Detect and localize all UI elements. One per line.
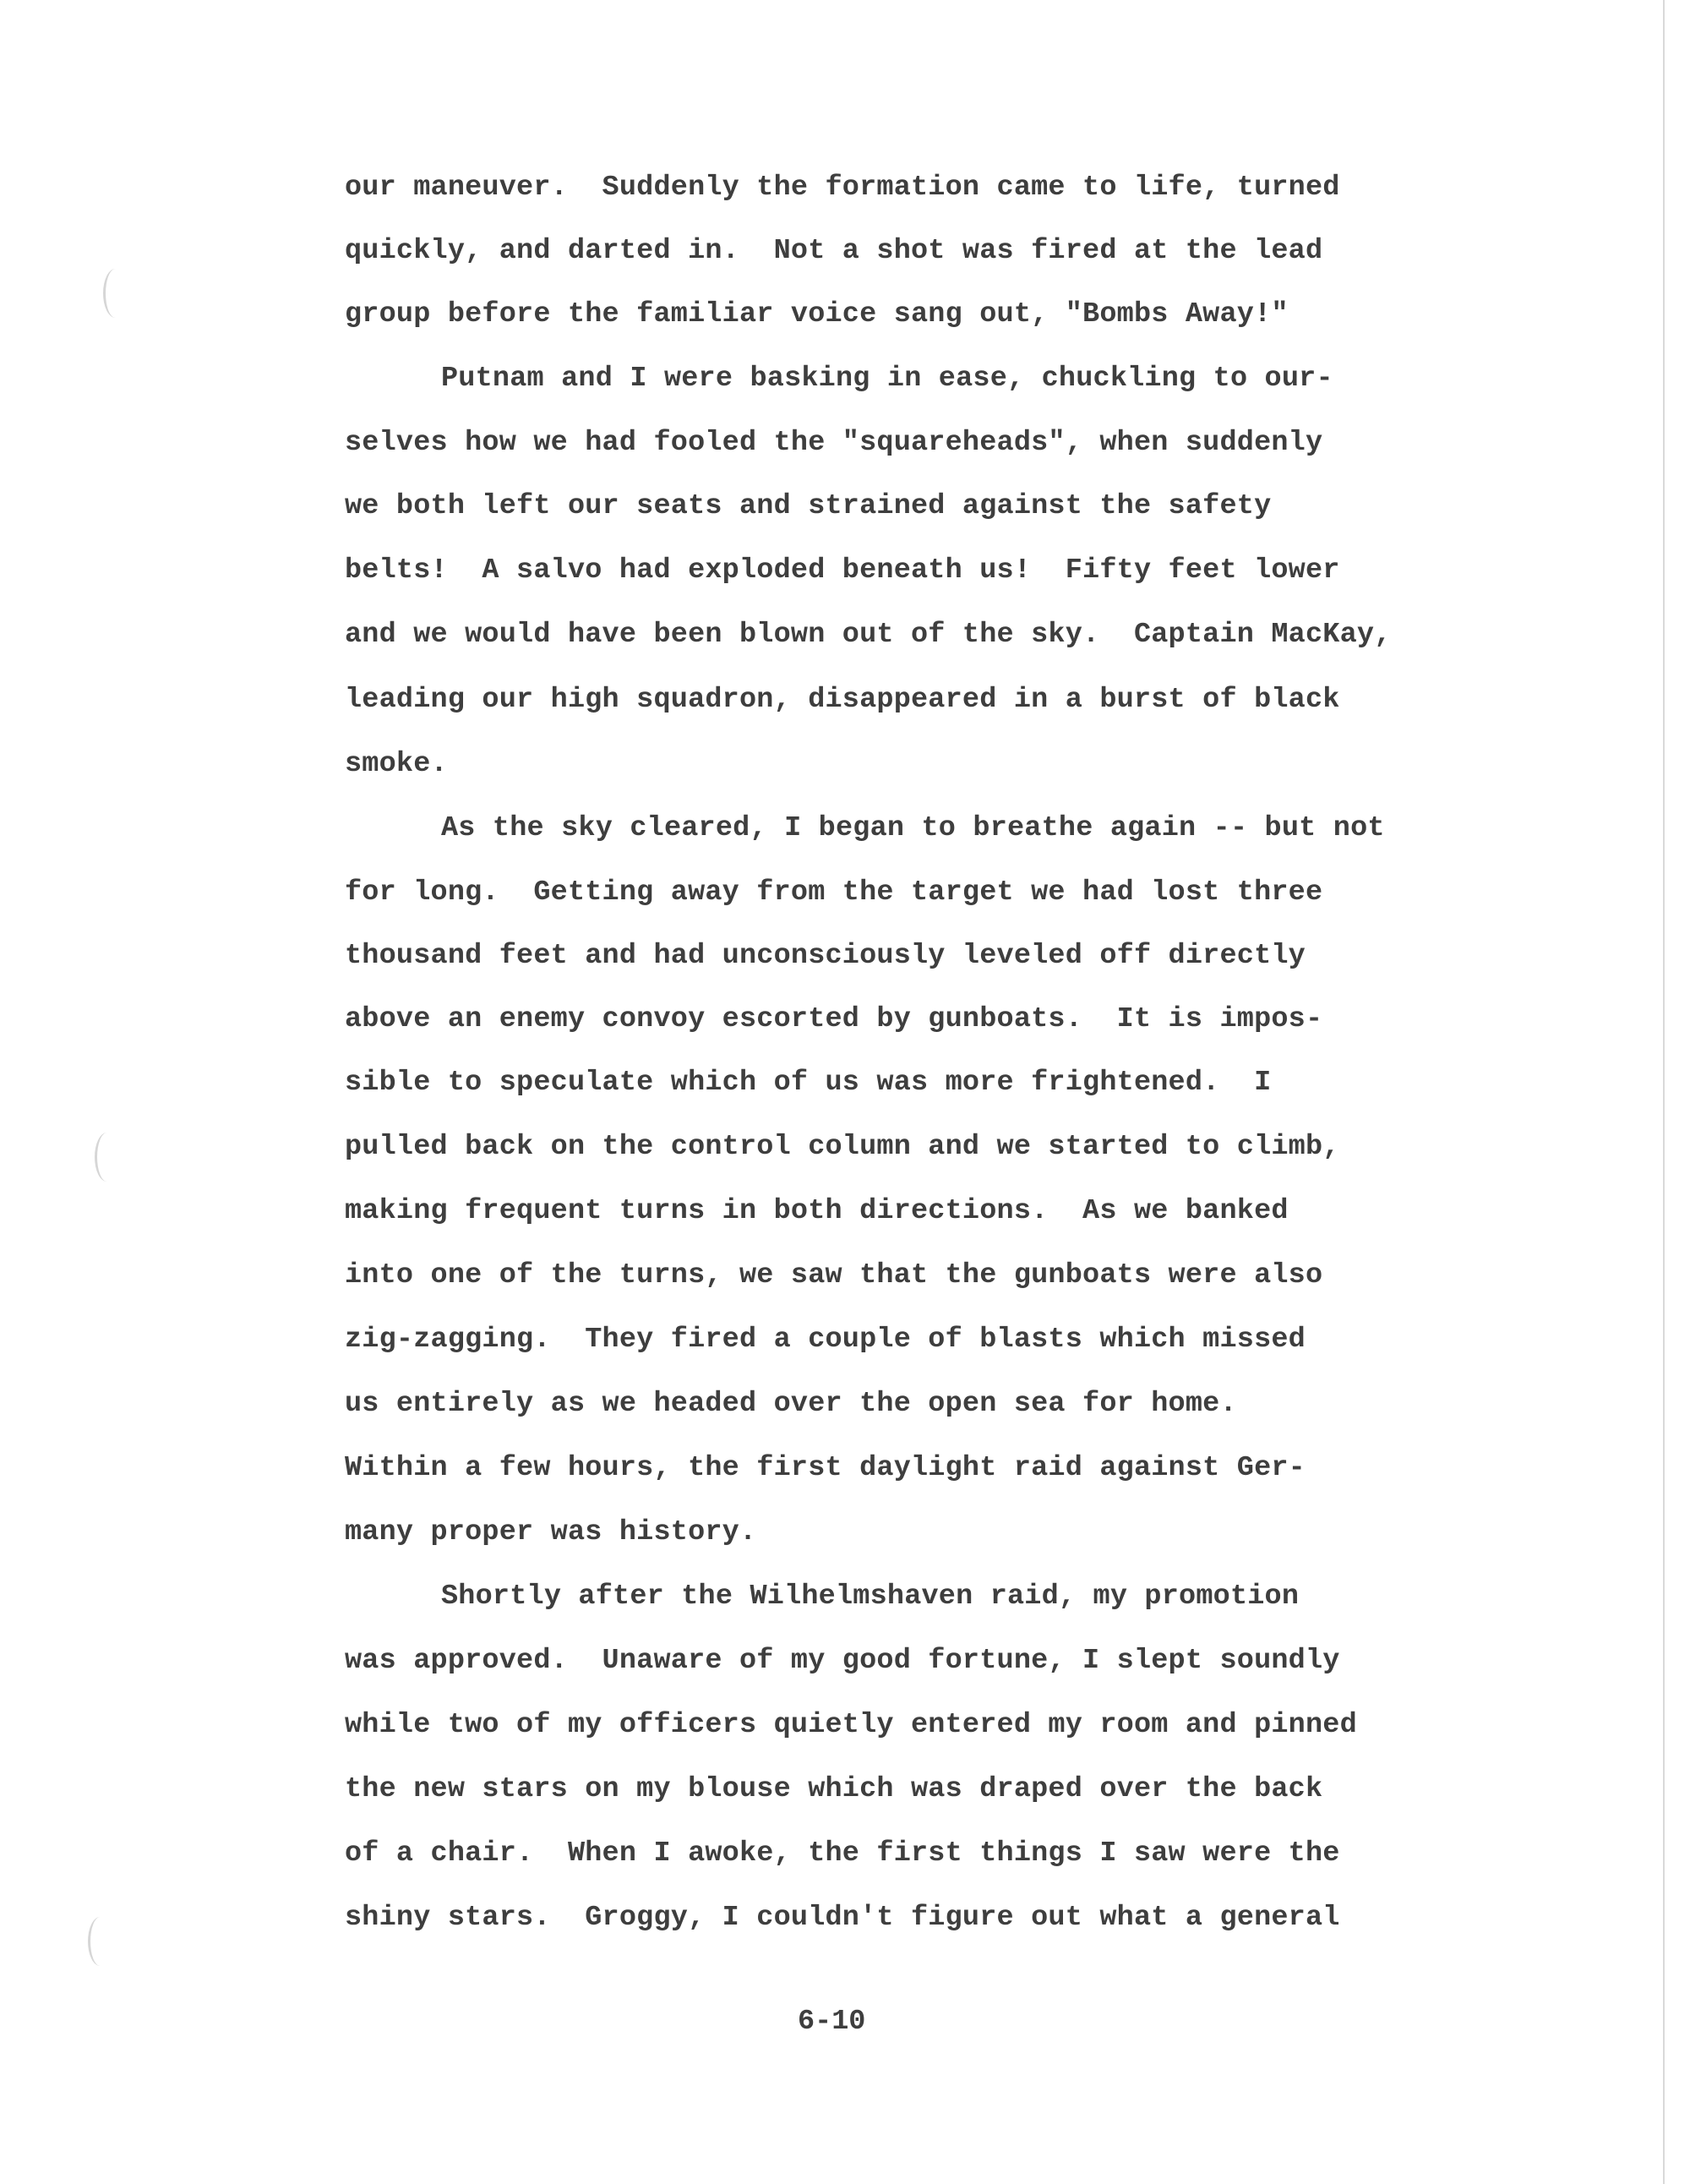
- page-number: 6-10: [798, 2006, 866, 2038]
- text-line: shiny stars. Groggy, I couldn't figure out what a general: [345, 1902, 1340, 1934]
- page-edge-shadow: [1663, 0, 1665, 2184]
- text-line: the new stars on my blouse which was draped over the back: [345, 1773, 1323, 1805]
- text-line: Putnam and I were basking in ease, chuckling to our-: [441, 363, 1333, 395]
- text-line: while two of my officers quietly entered my room and pinned: [345, 1709, 1357, 1741]
- text-line: into one of the turns, we saw that the gunboats were also: [345, 1259, 1323, 1291]
- text-line: group before the familiar voice sang out, "Bombs Away!": [345, 298, 1289, 330]
- text-line: zig-zagging. They fired a couple of blasts which missed: [345, 1324, 1306, 1356]
- text-line: thousand feet and had unconsciously leveled off directly: [345, 940, 1306, 972]
- text-line: was approved. Unaware of my good fortune, I slept soundly: [345, 1645, 1340, 1677]
- text-line: quickly, and darted in. Not a shot was fired at the lead: [345, 235, 1323, 267]
- text-line: As the sky cleared, I began to breathe again -- but not: [441, 812, 1385, 844]
- text-line: belts! A salvo had exploded beneath us! Fifty feet lower: [345, 554, 1340, 587]
- text-line: above an enemy convoy escorted by gunboats. It is impos-: [345, 1003, 1323, 1035]
- text-line: our maneuver. Suddenly the formation came to life, turned: [345, 172, 1340, 204]
- binder-hole-mark: [95, 1133, 119, 1182]
- text-line: Shortly after the Wilhelmshaven raid, my promotion: [441, 1581, 1300, 1613]
- text-line: many proper was history.: [345, 1516, 757, 1548]
- text-line: leading our high squadron, disappeared in a burst of black: [345, 684, 1340, 716]
- text-line: and we would have been blown out of the sky. Captain MacKay,: [345, 619, 1392, 651]
- text-line: of a chair. When I awoke, the first things I saw were the: [345, 1837, 1340, 1870]
- text-line: Within a few hours, the first daylight raid against Ger-: [345, 1452, 1306, 1484]
- binder-hole-mark: [88, 1917, 112, 1966]
- text-line: for long. Getting away from the target we had lost three: [345, 876, 1323, 909]
- text-line: sible to speculate which of us was more frightened. I: [345, 1067, 1272, 1099]
- text-line: pulled back on the control column and we started to climb,: [345, 1131, 1340, 1163]
- text-line: making frequent turns in both directions. As we banked: [345, 1195, 1289, 1227]
- binder-hole-mark: [103, 269, 128, 318]
- text-line: selves how we had fooled the "squareheads", when suddenly: [345, 427, 1323, 459]
- text-line: smoke.: [345, 748, 448, 780]
- text-line: us entirely as we headed over the open sea for home.: [345, 1388, 1237, 1420]
- text-line: we both left our seats and strained against the safety: [345, 490, 1272, 522]
